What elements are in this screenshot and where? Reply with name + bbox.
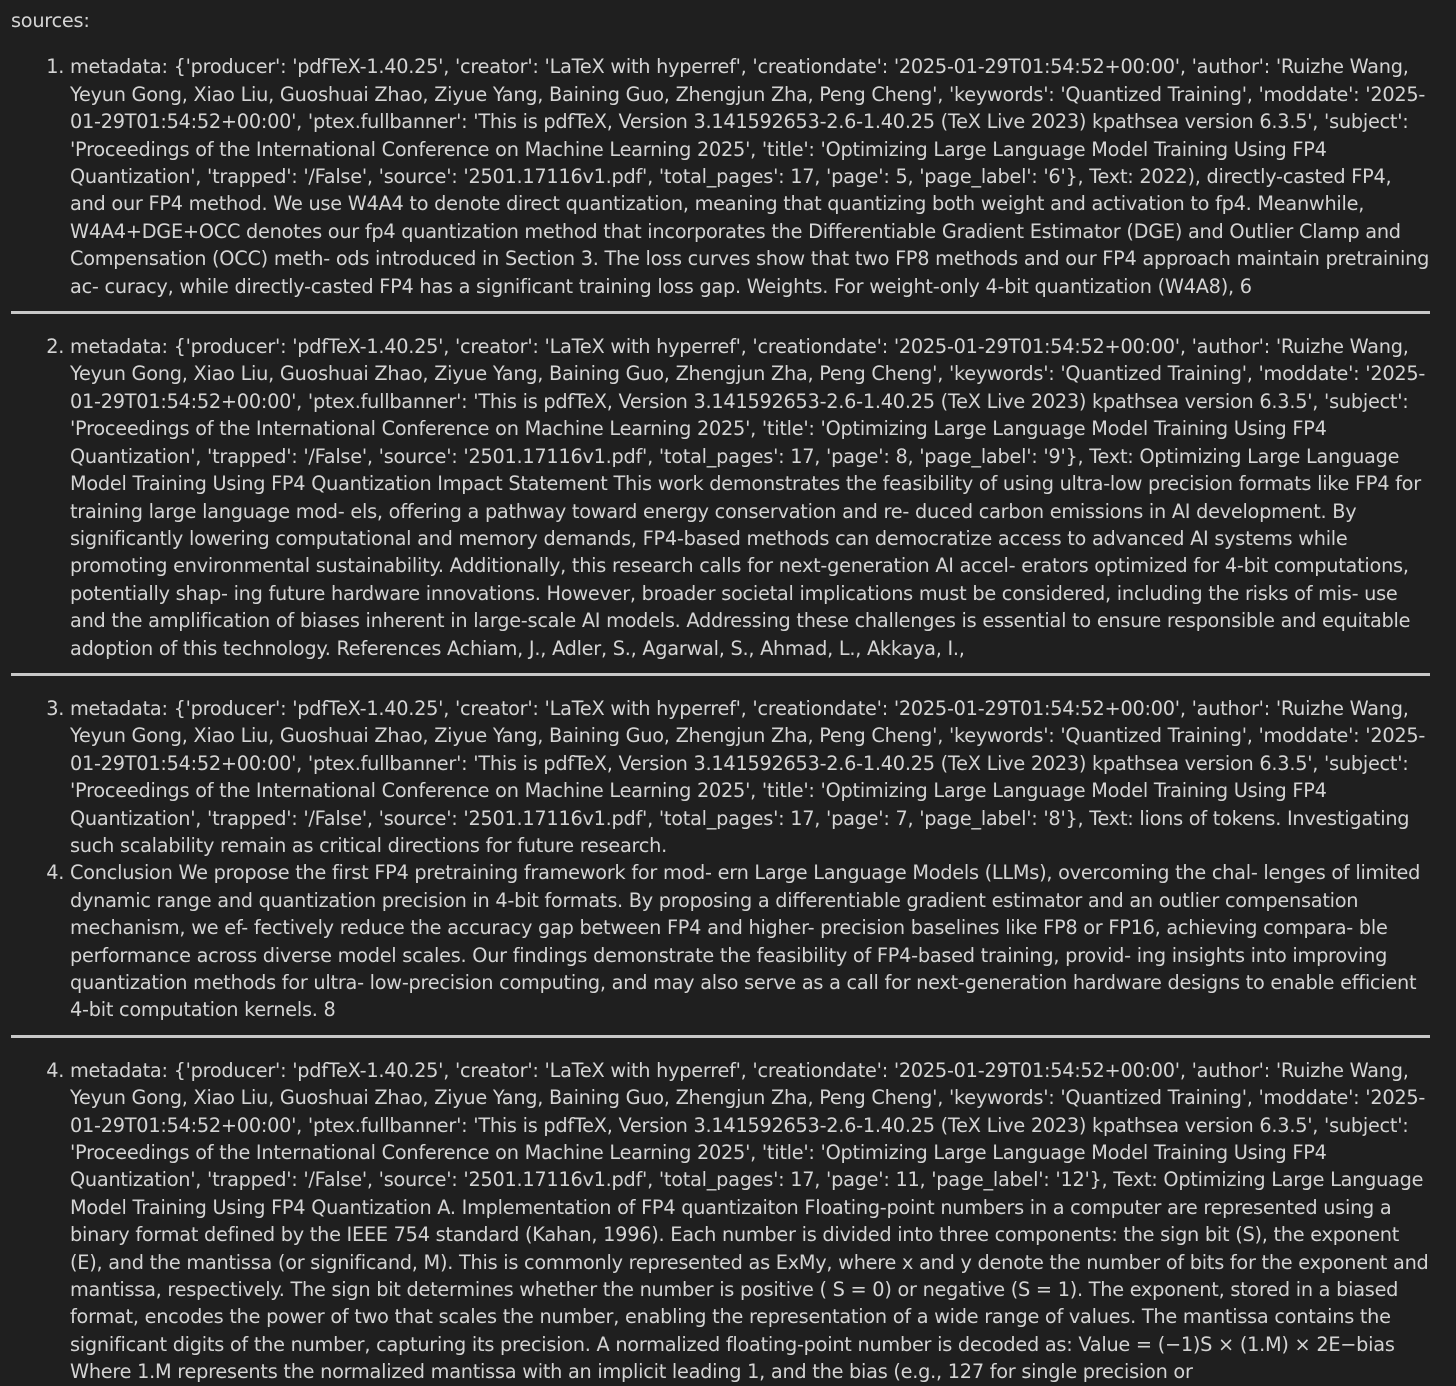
source-list-4 xyxy=(11,1057,1456,1386)
source-list-1 xyxy=(11,53,1456,300)
source-item: 4. Conclusion We propose the first FP4 pretraining framework for mod- ern Large Language Models (LLMs), overcoming the chal- lenges of limited dynamic range and quantization precision in 4-bit formats. By proposing a differentiable gradient estimator and an outlier compensation mechanism, we ef- fectively reduce the accuracy gap between FP4 and higher- precision baselines like FP8 or FP16, achieving compara- ble performance across diverse model scales. Our findings demonstrate the feasibility of FP4-based training, provid- ing insights into improving quantization methods for ultra- low-precision computing, and may also serve as a call for next-generation hardware designs to enable efficient 4-bit computation kernels. 8 xyxy=(70,859,1430,1023)
source-item: 1. metadata: {'producer': 'pdfTeX-1.40.25', 'creator': 'LaTeX with hyperref', 'creationdate': '2025-01-29T01:54:52+00:00', 'author': 'Ruizhe Wang, Yeyun Gong, Xiao Liu, Guoshuai Zhao, Ziyue Yang, Baining Guo, Zhengjun Zha, Peng Cheng', 'keywords': 'Quantized Training', 'moddate': '2025-01-29T01:54:52+00:00', 'ptex.fullbanner': 'This is pdfTeX, Version 3.141592653-2.6-1.40.25 (TeX Live 2023) kpathsea version 6.3.5', 'subject': 'Proceedings of the International Conference on Machine Learning 2025', 'title': 'Optimizing Large Language Model Training Using FP4 Quantization', 'trapped': '/False', 'source': '2501.17116v1.pdf', 'total_pages': 17, 'page': 5, 'page_label': '6'}, Text: 2022), directly-casted FP4, and our FP4 method. We use W4A4 to denote direct quantization, meaning that quantizing both weight and activation to fp4. Meanwhile, W4A4+DGE+OCC denotes our fp4 quantization method that incorporates the Differentiable Gradient Estimator (DGE) and Outlier Clamp and Compensation (OCC) meth- ods introduced in Section 3. The loss curves show that two FP8 methods and our FP4 approach maintain pretraining ac- curacy, while directly-casted FP4 has a significant training loss gap. Weights. For weight-only 4-bit quantization (W4A8), 6 xyxy=(70,53,1430,300)
divider xyxy=(11,311,1430,314)
source-item: 2. metadata: {'producer': 'pdfTeX-1.40.25', 'creator': 'LaTeX with hyperref', 'creationdate': '2025-01-29T01:54:52+00:00', 'author': 'Ruizhe Wang, Yeyun Gong, Xiao Liu, Guoshuai Zhao, Ziyue Yang, Baining Guo, Zhengjun Zha, Peng Cheng', 'keywords': 'Quantized Training', 'moddate': '2025-01-29T01:54:52+00:00', 'ptex.fullbanner': 'This is pdfTeX, Version 3.141592653-2.6-1.40.25 (TeX Live 2023) kpathsea version 6.3.5', 'subject': 'Proceedings of the International Conference on Machine Learning 2025', 'title': 'Optimizing Large Language Model Training Using FP4 Quantization', 'trapped': '/False', 'source': '2501.17116v1.pdf', 'total_pages': 17, 'page': 8, 'page_label': '9'}, Text: Optimizing Large Language Model Training Using FP4 Quantization Impact Statement This work demonstrates the feasibility of using ultra-low precision formats like FP4 for training large language mod- els, offering a pathway toward energy conservation and re- duced carbon emissions in AI development. By significantly lowering computational and memory demands, FP4-based methods can democratize access to advanced AI systems while promoting environmental sustainability. Additionally, this research calls for next-generation AI accel- erators optimized for 4-bit computations, potentially shap- ing future hardware innovations. However, broader societal implications must be considered, including the risks of mis- use and the amplification of biases inherent in large-scale AI models. Addressing these challenges is essential to ensure responsible and equitable adoption of this technology. References Achiam, J., Adler, S., Agarwal, S., Ahmad, L., Akkaya, I., xyxy=(70,333,1430,662)
source-item: 4. metadata: {'producer': 'pdfTeX-1.40.25', 'creator': 'LaTeX with hyperref', 'creationdate': '2025-01-29T01:54:52+00:00', 'author': 'Ruizhe Wang, Yeyun Gong, Xiao Liu, Guoshuai Zhao, Ziyue Yang, Baining Guo, Zhengjun Zha, Peng Cheng', 'keywords': 'Quantized Training', 'moddate': '2025-01-29T01:54:52+00:00', 'ptex.fullbanner': 'This is pdfTeX, Version 3.141592653-2.6-1.40.25 (TeX Live 2023) kpathsea version 6.3.5', 'subject': 'Proceedings of the International Conference on Machine Learning 2025', 'title': 'Optimizing Large Language Model Training Using FP4 Quantization', 'trapped': '/False', 'source': '2501.17116v1.pdf', 'total_pages': 17, 'page': 11, 'page_label': '12'}, Text: Optimizing Large Language Model Training Using FP4 Quantization A. Implementation of FP4 quantizaiton Floating-point numbers in a computer are represented using a binary format defined by the IEEE 754 standard (Kahan, 1996). Each number is divided into three components: the sign bit (S), the exponent (E), and the mantissa (or significand, M). This is commonly represented as ExMy, where x and y denote the number of bits for the exponent and mantissa, respectively. The sign bit determines whether the number is positive ( S = 0) or negative (S = 1). The exponent, stored in a biased format, encodes the power of two that scales the number, enabling the representation of a wide range of values. The mantissa contains the significant digits of the number, capturing its precision. A normalized floating-point number is decoded as: Value = (−1)S × (1.M) × 2E−bias Where 1.M represents the normalized mantissa with an implicit leading 1, and the bias (e.g., 127 for single precision or xyxy=(70,1057,1430,1386)
source-list-3 xyxy=(11,695,1456,1024)
source-item: 3. metadata: {'producer': 'pdfTeX-1.40.25', 'creator': 'LaTeX with hyperref', 'creationdate': '2025-01-29T01:54:52+00:00', 'author': 'Ruizhe Wang, Yeyun Gong, Xiao Liu, Guoshuai Zhao, Ziyue Yang, Baining Guo, Zhengjun Zha, Peng Cheng', 'keywords': 'Quantized Training', 'moddate': '2025-01-29T01:54:52+00:00', 'ptex.fullbanner': 'This is pdfTeX, Version 3.141592653-2.6-1.40.25 (TeX Live 2023) kpathsea version 6.3.5', 'subject': 'Proceedings of the International Conference on Machine Learning 2025', 'title': 'Optimizing Large Language Model Training Using FP4 Quantization', 'trapped': '/False', 'source': '2501.17116v1.pdf', 'total_pages': 17, 'page': 7, 'page_label': '8'}, Text: lions of tokens. Investigating such scalability remain as critical directions for future research. xyxy=(70,695,1430,859)
divider xyxy=(11,1035,1430,1038)
divider xyxy=(11,673,1430,676)
sources-heading: sources: xyxy=(11,9,90,32)
source-list-2 xyxy=(11,333,1456,662)
